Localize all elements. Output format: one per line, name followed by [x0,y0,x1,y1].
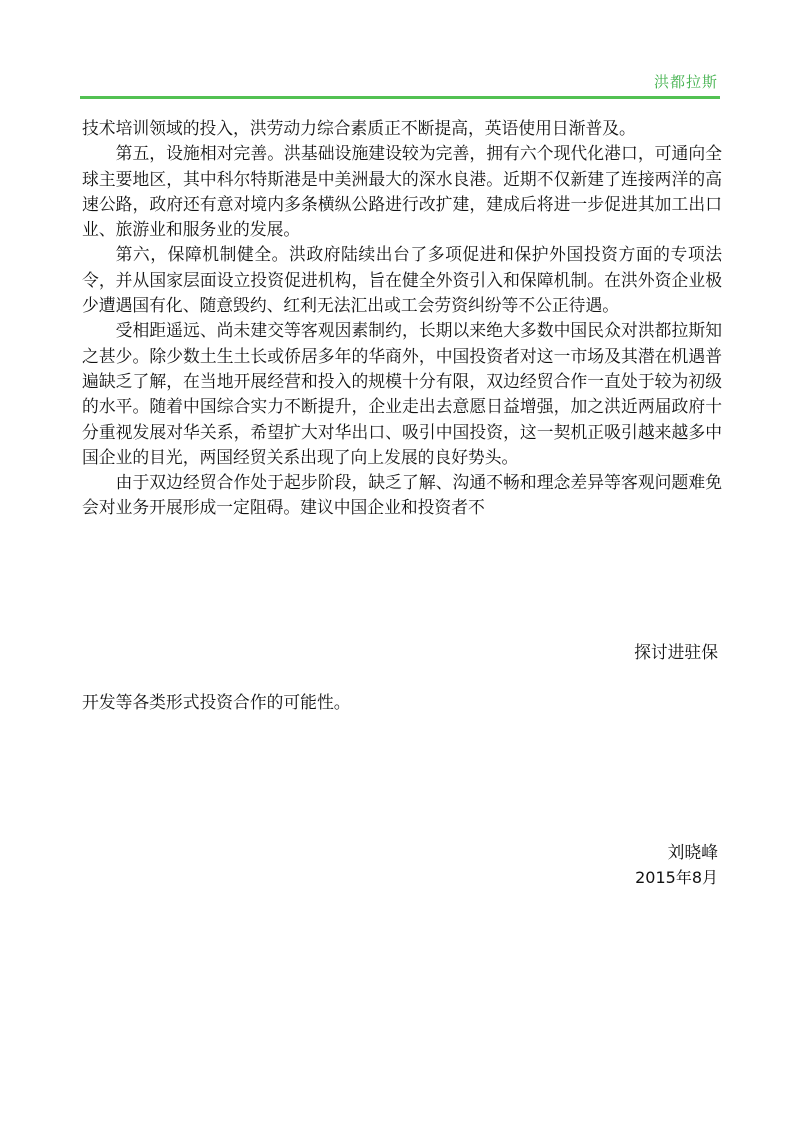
signature-date: 2015年8月 [635,868,718,887]
text-fragment-left: 开发等各类形式投资合作的可能性。 [82,692,351,712]
text-fragment-right: 探讨进驻保 [634,642,718,662]
document-body [82,116,722,521]
paragraph-guarantees: 第六，保障机制健全。洪政府陆续出台了多项促进和保护外国投资方面的专项法令，并从国家层面设立投资促进机构，旨在健全外资引入和保障机制。在洪外资企业极少遭遇国有化、随意毁约、红利无法汇出或工会劳资纠纷等不公正待遇。 [82,244,722,316]
paragraph-continuation: 技术培训领域的投入，洪劳动力综合素质正不断提高，英语使用日渐普及。 [82,118,636,138]
author-name: 刘晓峰 [667,842,718,862]
signature-block [635,840,718,890]
header-divider [80,96,720,99]
paragraph-bilateral-relations: 受相距遥远、尚未建交等客观因素制约，长期以来绝大多数中国民众对洪都拉斯知之甚少。除少数土生土长或侨居多年的华商外，中国投资者对这一市场及其潜在机遇普遍缺乏了解，在当地开展经营和投入的规模十分有限，双边经贸合作一直处于较为初级的水平。随着中国综合实力不断提升，企业走出去意愿日益增强，加之洪近两届政府十分重视发展对华关系，希望扩大对华出口、吸引中国投资，这一契机正吸引越来越多中国企业的目光，两国经贸关系出现了向上发展的良好势头。 [82,320,722,467]
header-title: 洪都拉斯 [653,73,718,91]
paragraph-recommendation: 由于双边经贸合作处于起步阶段，缺乏了解、沟通不畅和理念差异等客观问题难免会对业务开展形成一定阻碍。建议中国企业和投资者不 [82,472,722,518]
paragraph-facilities: 第五，设施相对完善。洪基础设施建设较为完善，拥有六个现代化港口，可通向全球主要地区，其中科尔特斯港是中美洲最大的深水良港。近期不仅新建了连接两洋的高速公路，政府还有意对境内多条横纵公路进行改扩建，建成后将进一步促进其加工出口业、旅游业和服务业的发展。 [82,143,722,240]
